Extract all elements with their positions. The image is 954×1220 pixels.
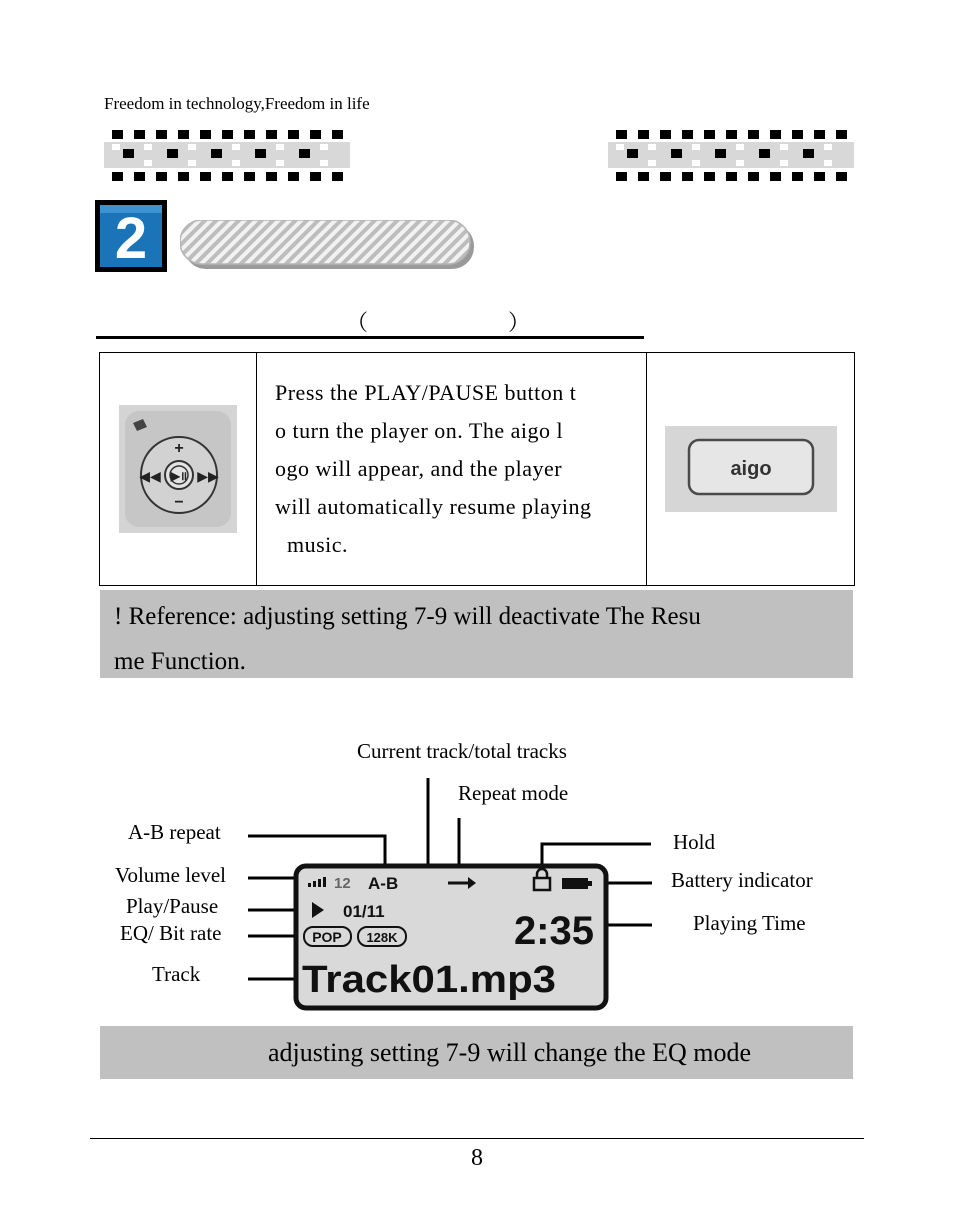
play-pause-icon: ▶॥ xyxy=(170,469,188,483)
label-battery: Battery indicator xyxy=(671,868,813,892)
label-repeat-mode: Repeat mode xyxy=(458,781,569,805)
reference-line: me Function. xyxy=(114,648,246,675)
logo-cell xyxy=(647,353,855,586)
control-pad-image xyxy=(119,405,237,533)
eq-note-text: adjusting setting 7-9 will change the EQ mode xyxy=(268,1038,752,1067)
minus-icon: − xyxy=(174,494,184,511)
battery-icon xyxy=(562,878,592,889)
label-eq-bitrate: EQ/ Bit rate xyxy=(120,921,222,945)
power-on-table xyxy=(99,352,855,586)
ab-repeat-indicator: A-B xyxy=(368,874,399,893)
label-current-track: Current track/total tracks xyxy=(357,739,567,763)
label-hold: Hold xyxy=(673,830,715,854)
label-track: Track xyxy=(152,962,201,986)
control-pad-cell xyxy=(100,353,257,586)
description-line: o turn the player on. The aigo l xyxy=(275,418,564,443)
close-parenthesis: ） xyxy=(508,310,531,335)
previous-track-icon: ◀◀ xyxy=(139,468,161,484)
description-line: ogo will appear, and the player xyxy=(275,456,563,481)
header-motto: Freedom in technology,Freedom in life xyxy=(104,94,370,113)
subheading-rule xyxy=(96,306,644,339)
plus-icon: + xyxy=(174,440,184,457)
playing-time: 2:35 xyxy=(513,909,594,953)
chapter-number-badge xyxy=(95,200,167,272)
track-filename: Track01.mp3 xyxy=(302,959,556,1001)
display-diagram xyxy=(0,760,954,1020)
label-play-pause: Play/Pause xyxy=(126,894,219,918)
page-number: 8 xyxy=(471,1145,483,1171)
checker-decoration-left xyxy=(104,130,350,182)
description-line: Press the PLAY/PAUSE button t xyxy=(275,380,577,405)
track-counter: 01/11 xyxy=(343,902,385,921)
label-ab-repeat: A-B repeat xyxy=(128,820,221,844)
bitrate-value: 128K xyxy=(366,930,398,945)
power-on-description xyxy=(257,374,646,564)
description-cell xyxy=(257,353,647,586)
description-line: music. xyxy=(287,532,349,557)
label-volume-level: Volume level xyxy=(115,863,227,887)
footer-rule xyxy=(90,1138,864,1139)
aigo-logo-screen xyxy=(665,426,837,512)
aigo-logo-text: aigo xyxy=(729,458,772,480)
description-line: will automatically resume playing xyxy=(275,494,592,519)
eq-note xyxy=(100,1026,853,1079)
reference-note xyxy=(100,590,853,678)
eq-mode: POP xyxy=(312,929,342,945)
chapter-number: 2 xyxy=(114,206,148,271)
volume-value: 12 xyxy=(334,875,351,892)
next-track-icon: ▶▶ xyxy=(197,468,219,484)
striped-title-pill xyxy=(180,220,476,270)
open-parenthesis: （ xyxy=(346,310,369,335)
label-playing-time: Playing Time xyxy=(693,911,806,935)
checker-decoration-right xyxy=(608,130,854,182)
reference-line: ! Reference: adjusting setting 7-9 will deactivate The Resu xyxy=(114,603,701,630)
